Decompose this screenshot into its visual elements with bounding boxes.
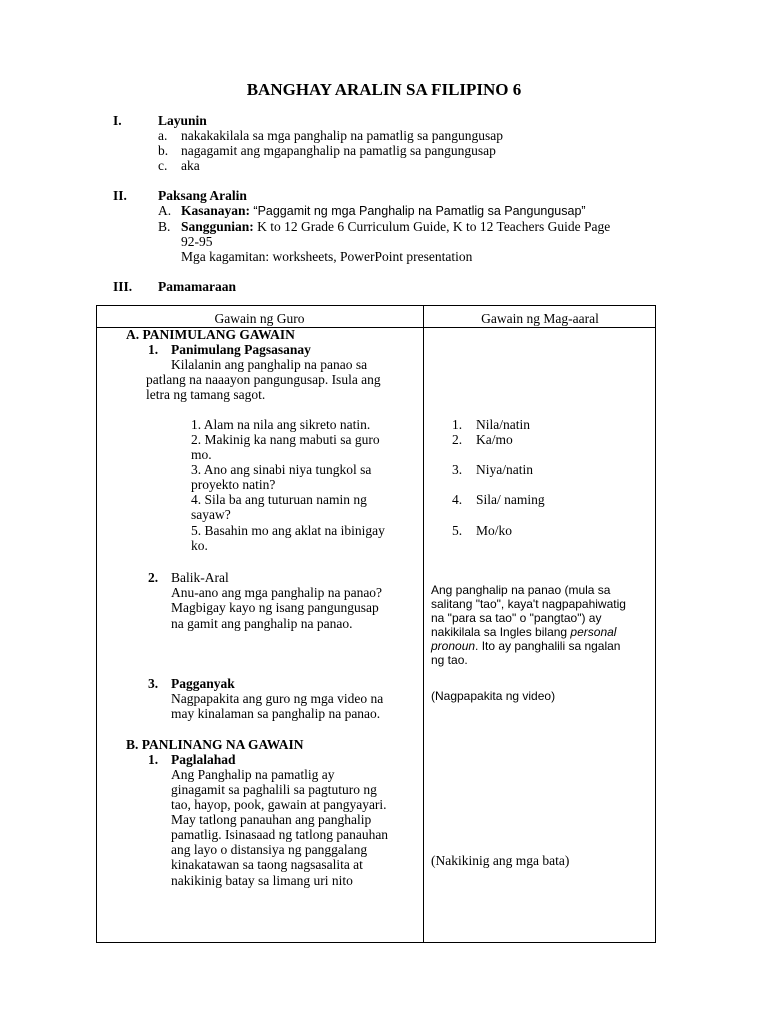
step-title: Balik-Aral bbox=[171, 570, 229, 585]
answer-number: 3. bbox=[452, 462, 463, 477]
sanggunian-line bbox=[181, 219, 610, 234]
page-title: BANGHAY ARALIN SA FILIPINO 6 bbox=[246, 80, 522, 99]
answer-fragment: . Ito ay panghalili sa ngalan bbox=[475, 639, 621, 653]
sanggunian-label: Sanggunian: bbox=[181, 219, 254, 234]
section-number: II. bbox=[113, 188, 127, 203]
sanggunian-text: K to 12 Grade 6 Curriculum Guide, K to 12 Teachers Guide Page bbox=[257, 219, 611, 234]
section-heading: Pamamaraan bbox=[158, 279, 236, 294]
step-line: ginagamit sa paghalili sa pagtuturo ng bbox=[171, 782, 377, 797]
list-marker: b. bbox=[158, 143, 169, 158]
answer-number: 4. bbox=[452, 492, 463, 507]
exercise-line: proyekto natin? bbox=[191, 477, 276, 492]
answer-line: (Nagpapakita ng video) bbox=[431, 689, 556, 703]
kasanayan-line bbox=[181, 203, 586, 219]
kasanayan-text: “Paggamit ng mga Panghalip na Pamatlig sa Pangungusap” bbox=[253, 204, 586, 218]
exercise-line: sayaw? bbox=[191, 507, 231, 522]
kasanayan-label: Kasanayan: bbox=[181, 203, 251, 218]
exercise-line: 1. Alam na nila ang sikreto natin. bbox=[191, 417, 371, 432]
instruction-line: patlang na naaayon pangungusap. Isula ang bbox=[146, 372, 381, 387]
step-number: 2. bbox=[148, 570, 159, 585]
section-heading: Paksang Aralin bbox=[158, 188, 247, 203]
exercise-line: 3. Ano ang sinabi niya tungkol sa bbox=[191, 462, 372, 477]
answer-fragment-italic: personal bbox=[570, 625, 617, 639]
answer-text: Nila/natin bbox=[476, 417, 530, 432]
section-number: I. bbox=[113, 113, 122, 128]
answer-number: 2. bbox=[452, 432, 463, 447]
kagamitan-text: Mga kagamitan: worksheets, PowerPoint presentation bbox=[181, 249, 473, 264]
answer-line: (Nakikinig ang mga bata) bbox=[431, 853, 570, 868]
exercise-line: 4. Sila ba ang tuturuan namin ng bbox=[191, 492, 367, 507]
step-line: nakikinig batay sa limang uri nito bbox=[171, 873, 353, 888]
answer-text: Niya/natin bbox=[476, 462, 533, 477]
answer-line: ng tao. bbox=[431, 653, 468, 667]
list-item: aka bbox=[181, 158, 200, 173]
answer-fragment-italic: pronoun bbox=[431, 639, 476, 653]
answer-text: Sila/ naming bbox=[476, 492, 545, 507]
list-marker: a. bbox=[158, 128, 168, 143]
answer-number: 5. bbox=[452, 523, 463, 538]
table-header-guro: Gawain ng Guro bbox=[214, 311, 305, 326]
step-title: Paglalahad bbox=[171, 752, 236, 767]
list-item: nagagamit ang mgapanghalip na pamatlig sa pangungusap bbox=[181, 143, 496, 158]
step-line: Anu-ano ang mga panghalip na panao? bbox=[171, 585, 383, 600]
list-marker: B. bbox=[158, 219, 171, 234]
answer-line: salitang "tao", kaya't nagpapahiwatig bbox=[431, 597, 626, 611]
part-b-label: B. PANLINANG NA GAWAIN bbox=[126, 737, 304, 752]
step-title: Pagganyak bbox=[171, 676, 235, 691]
answer-line bbox=[431, 639, 620, 653]
part-a-label: A. PANIMULANG GAWAIN bbox=[126, 327, 295, 342]
sanggunian-text-cont: 92-95 bbox=[181, 234, 213, 249]
list-marker: c. bbox=[158, 158, 168, 173]
answer-line: Ang panghalip na panao (mula sa bbox=[431, 583, 611, 597]
list-item: nakakakilala sa mga panghalip na pamatlig sa pangungusap bbox=[181, 128, 504, 143]
exercise-line: mo. bbox=[191, 447, 212, 462]
step-title: Panimulang Pagsasanay bbox=[171, 342, 311, 357]
answer-line: na "para sa tao" o "pangtao") ay bbox=[431, 611, 602, 625]
exercise-line: ko. bbox=[191, 538, 208, 553]
list-marker: A. bbox=[158, 203, 172, 218]
table-header-mag-aaral: Gawain ng Mag-aaral bbox=[481, 311, 599, 326]
answer-line bbox=[431, 625, 616, 639]
step-line: pamatlig. Isinasaad ng tatlong panauhan bbox=[171, 827, 389, 842]
step-line: Nagpapakita ang guro ng mga video na bbox=[171, 691, 384, 706]
answer-fragment: nakikilala sa Ingles bilang bbox=[431, 625, 571, 639]
step-line: Ang Panghalip na pamatlig ay bbox=[171, 767, 335, 782]
exercise-line: 5. Basahin mo ang aklat na ibinigay bbox=[191, 523, 385, 538]
step-number: 1. bbox=[148, 752, 159, 767]
step-line: tao, hayop, pook, gawain at pangyayari. bbox=[171, 797, 387, 812]
instruction-line: letra ng tamang sagot. bbox=[146, 387, 266, 402]
step-line: kinakatawan sa taong nagsasalita at bbox=[171, 857, 363, 872]
answer-number: 1. bbox=[452, 417, 463, 432]
instruction-line: Kilalanin ang panghalip na panao sa bbox=[171, 357, 368, 372]
exercise-line: 2. Makinig ka nang mabuti sa guro bbox=[191, 432, 380, 447]
answer-text: Mo/ko bbox=[476, 523, 513, 538]
section-heading: Layunin bbox=[158, 113, 207, 128]
step-line: ang layo o distansiya ng panggalang bbox=[171, 842, 368, 857]
table-column-divider bbox=[423, 305, 424, 943]
step-line: May tatlong panauhan ang panghalip bbox=[171, 812, 372, 827]
answer-text: Ka/mo bbox=[476, 432, 513, 447]
section-number: III. bbox=[113, 279, 133, 294]
step-line: na gamit ang panghalip na panao. bbox=[171, 616, 353, 631]
step-line: may kinalaman sa panghalip na panao. bbox=[171, 706, 381, 721]
step-number: 3. bbox=[148, 676, 159, 691]
step-line: Magbigay kayo ng isang pangungusap bbox=[171, 600, 379, 615]
step-number: 1. bbox=[148, 342, 159, 357]
